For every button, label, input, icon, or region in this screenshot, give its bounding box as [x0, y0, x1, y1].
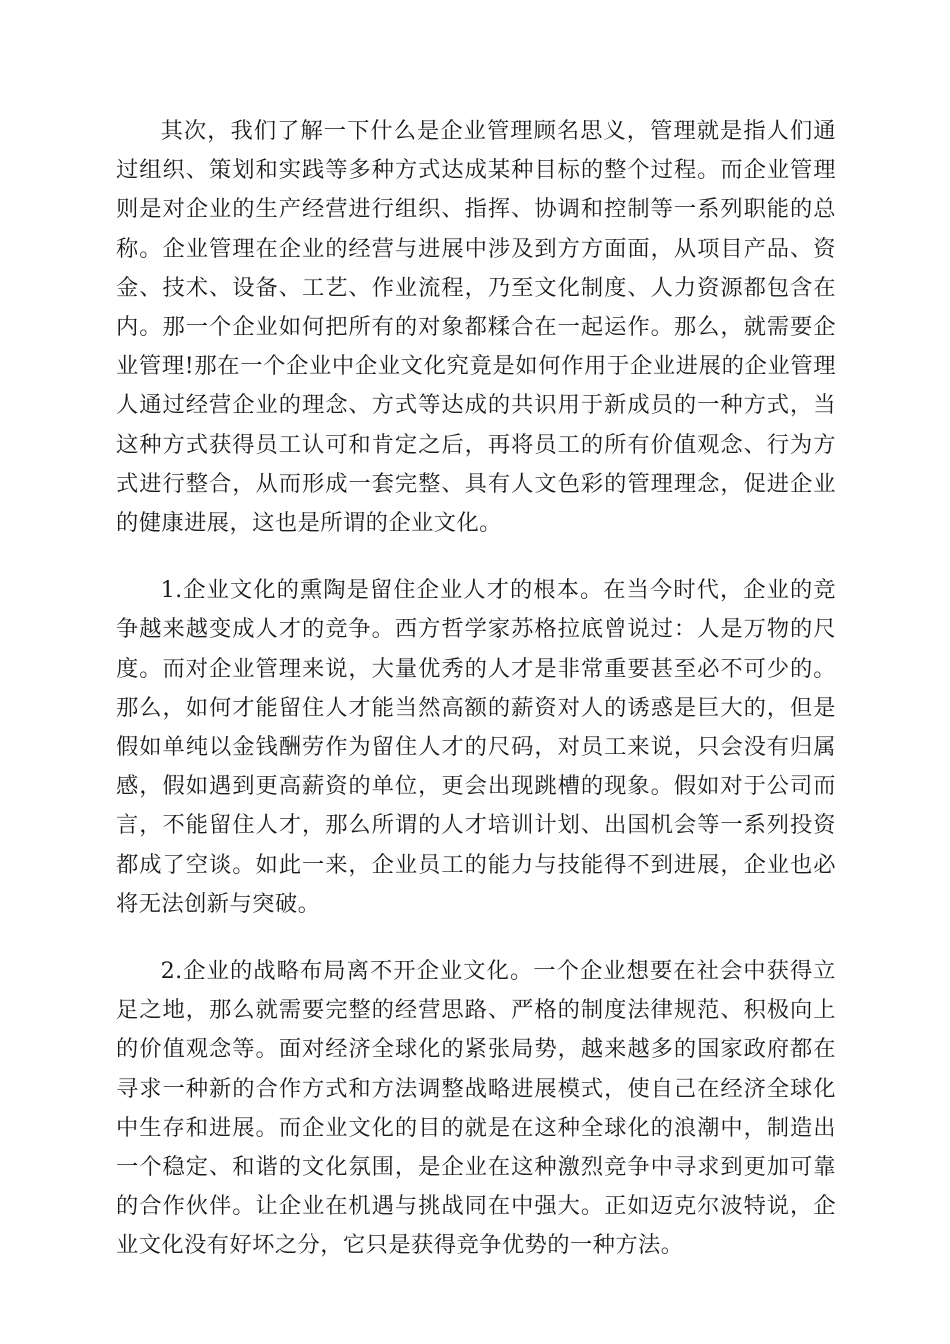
- document-body: [116, 112, 836, 1266]
- paragraph-strategic-layout: 2.企业的战略布局离不开企业文化。一个企业想要在社会中获得立足之地，那么就需要完整的经营思路、严格的制度法律规范、积极向上的价值观念等。面对经济全球化的紧张局势，越来越多的国家政府都在寻求一种新的合作方式和方法调整战略进展模式，使自己在经济全球化中生存和进展。而企业文化的目的就是在这种全球化的浪潮中，制造出一个稳定、和谐的文化氛围，是企业在这种激烈竞争中寻求到更加可靠的合作伙伴。让企业在机遇与挑战同在中强大。正如迈克尔波特说，企业文化没有好坏之分，它只是获得竞争优势的一种方法。: [116, 958, 836, 1259]
- paragraph-talent-retention: 1.企业文化的熏陶是留住企业人才的根本。在当今时代，企业的竞争越来越变成人才的竞争。西方哲学家苏格拉底曾说过：人是万物的尺度。而对企业管理来说，大量优秀的人才是非常重要甚至必不可少的。那么，如何才能留住人才能当然高额的薪资对人的诱惑是巨大的，但是假如单纯以金钱酬劳作为留住人才的尺码，对员工来说，只会没有归属感，假如遇到更高薪资的单位，更会出现跳槽的现象。假如对于公司而言，不能留住人才，那么所谓的人才培训计划、出国机会等一系列投资都成了空谈。如此一来，企业员工的能力与技能得不到进展，企业也必将无法创新与突破。: [116, 577, 836, 917]
- paragraph-management-definition: 其次，我们了解一下什么是企业管理顾名思义，管理就是指人们通过组织、策划和实践等多种方式达成某种目标的整个过程。而企业管理则是对企业的生产经营进行组织、指挥、协调和控制等一系列职能的总称。企业管理在企业的经营与进展中涉及到方方面面，从项目产品、资金、技术、设备、工艺、作业流程，乃至文化制度、人力资源都包含在内。那一个企业如何把所有的对象都糅合在一起运作。那么，就需要企业管理!那在一个企业中企业文化究竟是如何作用于企业进展的企业管理人通过经营企业的理念、方式等达成的共识用于新成员的一种方式，当这种方式获得员工认可和肯定之后，再将员工的所有价值观念、行为方式进行整合，从而形成一套完整、具有人文色彩的管理理念，促进企业的健康进展，这也是所谓的企业文化。: [116, 118, 836, 537]
